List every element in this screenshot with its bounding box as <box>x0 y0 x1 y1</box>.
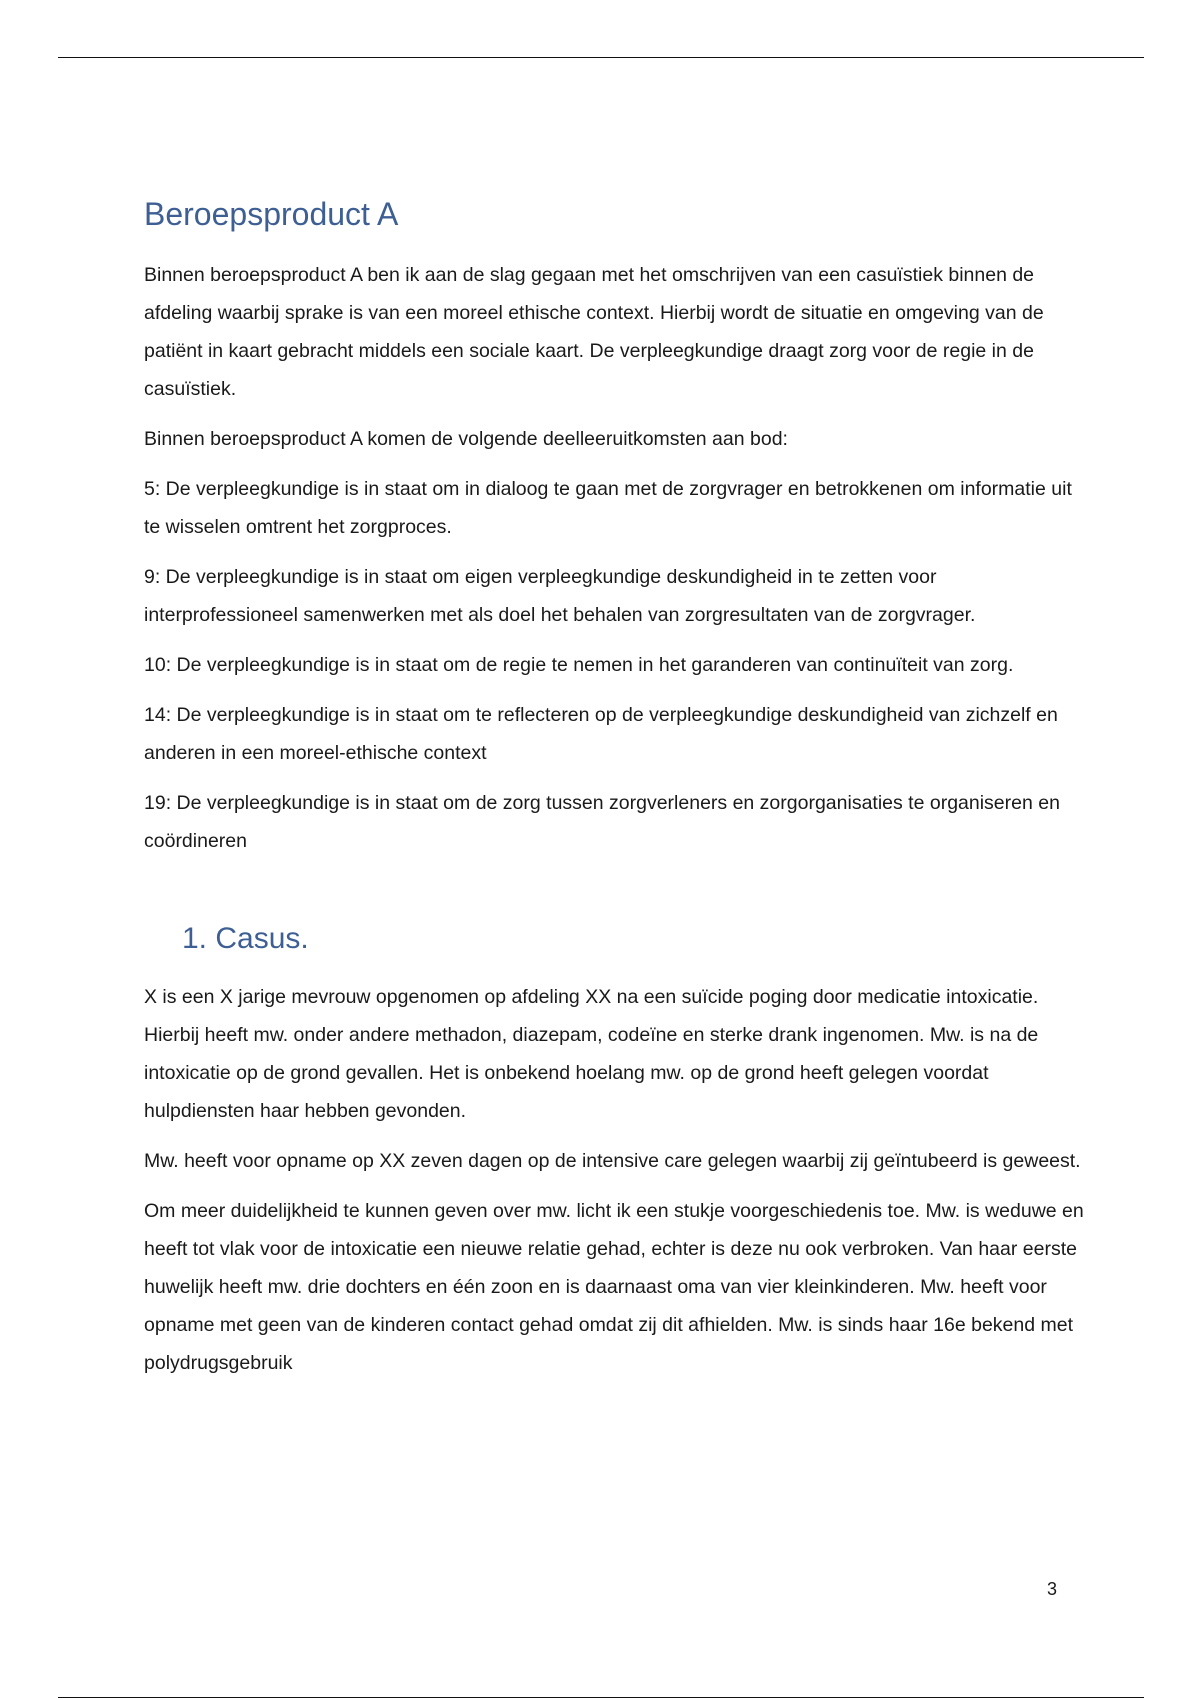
outcome-item: 14: De verpleegkundige is in staat om te reflecteren op de verpleegkundige deskundigheid van zichzelf en anderen in een moreel-ethische context <box>144 704 1058 764</box>
intro-paragraph: Binnen beroepsproduct A ben ik aan de slag gegaan met het omschrijven van een casuïstiek binnen de afdeling waarbij sprake is van een moreel ethische context. Hierbij wordt de situatie en omgeving van de patiënt in kaart gebracht middels een sociale kaart. De verpleegkundige draagt zorg voor de regie in de casuïstiek. <box>144 264 1044 400</box>
outcome-item: 9: De verpleegkundige is in staat om eigen verpleegkundige deskundigheid in te zetten voor interprofessioneel samenwerken met als doel het behalen van zorgresultaten van de zorgvrager. <box>144 566 976 626</box>
casus-paragraph: Mw. heeft voor opname op XX zeven dagen op de intensive care gelegen waarbij zij geïntubeerd is geweest. <box>144 1150 1081 1172</box>
section-heading: Beroepsproduct A <box>144 196 399 232</box>
casus-paragraph: X is een X jarige mevrouw opgenomen op afdeling XX na een suïcide poging door medicatie intoxicatie. Hierbij heeft mw. onder andere methadon, diazepam, codeïne en sterke drank ingenomen. Mw. is na de intoxicatie op de grond gevallen. Het is onbekend hoelang mw. op de grond heeft gelegen voordat hulpdiensten haar hebben gevonden. <box>144 986 1039 1122</box>
section-spacer <box>144 872 1084 916</box>
outcomes-intro: Binnen beroepsproduct A komen de volgende deelleeruitkomsten aan bod: <box>144 428 788 450</box>
casus-heading: 1. Casus. <box>182 922 309 955</box>
header-rule <box>58 57 1144 58</box>
outcome-item: 10: De verpleegkundige is in staat om de regie te nemen in het garanderen van continuïteit van zorg. <box>144 654 1014 676</box>
footer-rule <box>58 1697 1144 1698</box>
page-content <box>144 190 1084 1394</box>
page-number: 3 <box>1046 1579 1057 1599</box>
outcome-item: 5: De verpleegkundige is in staat om in dialoog te gaan met de zorgvrager en betrokkenen om informatie uit te wisselen omtrent het zorgproces. <box>144 478 1072 538</box>
casus-paragraph: Om meer duidelijkheid te kunnen geven over mw. licht ik een stukje voorgeschiedenis toe. Mw. is weduwe en heeft tot vlak voor de intoxicatie een nieuwe relatie gehad, echter is deze nu ook verbroken. Van haar eerste huwelijk heeft mw. drie dochters en één zoon en is daarnaast oma van vier kleinkinderen. Mw. heeft voor opname met geen van de kinderen contact gehad omdat zij dit afhielden. Mw. is sinds haar 16e bekend met polydrugsgebruik <box>144 1200 1084 1374</box>
outcome-item: 19: De verpleegkundige is in staat om de zorg tussen zorgverleners en zorgorganisaties te organiseren en coördineren <box>144 792 1060 852</box>
